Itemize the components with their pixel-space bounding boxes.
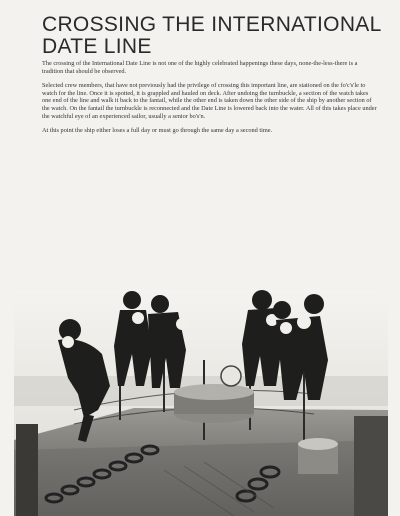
paragraph-outcome: At this point the ship either loses a full day or must go through the same day a second time. [42, 127, 273, 135]
paragraph-procedure: Selected crew members, that have not previously had the privilege of crossing this important line, are stationed on the fo'c's'le to watch for the line. Once it is spotted, it is grappled and hauled on deck. After undoing the turnbuckle, a section of the watch takes one end of the line and walk it back to the fantail, while the other end is taken down the other side of the ship by another section of the watch. On the fantail the turnbuckle is reconnected and the Date Line is lowered back into the water. All of this takes place under the watchful eye of an experienced sailor, usually a senior bo's'n. [42, 82, 377, 120]
paragraph-intro: The crossing of the International Date Line is not one of the highly celebrated happenings these days, none-the-less-there is a tradition that should be observed. [42, 60, 358, 75]
title-line-2: DATE LINE [42, 35, 152, 58]
title-line-1: CROSSING THE INTERNATIONAL [42, 13, 382, 36]
crew-on-focsle-photo [14, 290, 388, 516]
page-title [42, 14, 382, 58]
article-body [42, 60, 378, 142]
